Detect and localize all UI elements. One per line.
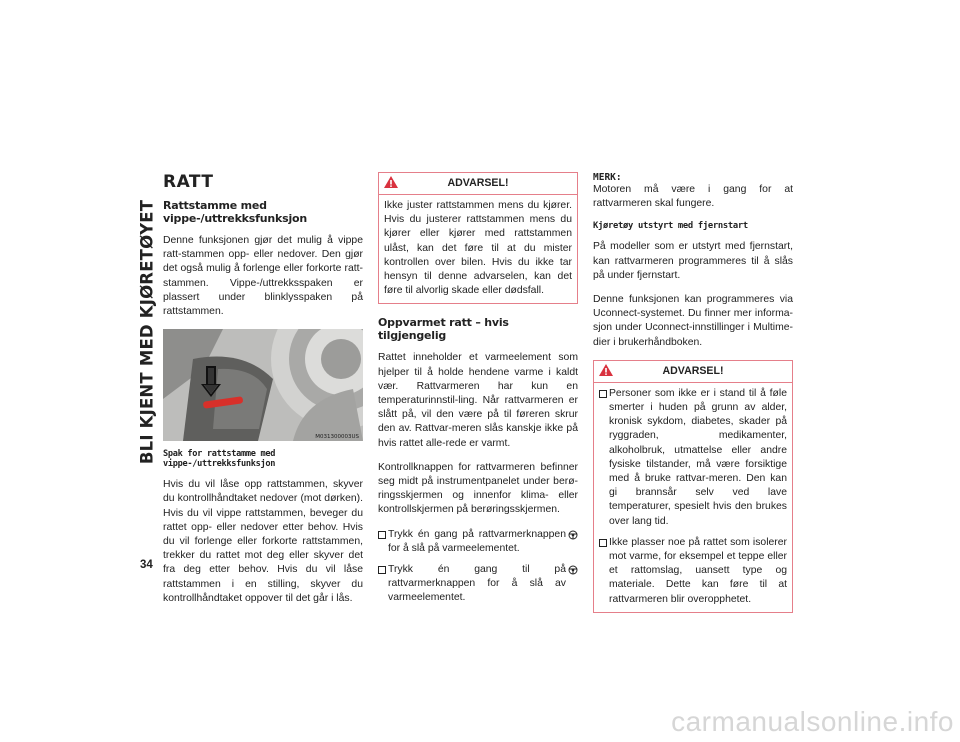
bullet-square-icon: [378, 531, 386, 539]
warning-box: [593, 360, 793, 613]
uconnect-paragraph: Denne funksjonen kan programmeres via Uconnect-systemet. Du finner mer informa-sjon under Uconnect-innstillinger i Multime-dier i brukerhåndboken.: [593, 294, 793, 348]
watermark: carmanualsonline.info: [671, 706, 954, 737]
column-1: [163, 172, 363, 616]
warning-header: [594, 361, 792, 383]
note-label: MERK:: [593, 172, 622, 183]
bullet-square-icon: [378, 566, 386, 574]
warning-text: Ikke juster rattstammen mens du kjører. Hvis du justerer rattstammen mens du kjører eller kjører med rattstammen ulåst, kan det føre til at du mister kontrollen over bilen. Hvis du ikke tar hensyn til denne advarselen, kan det føre til alvorlig skade eller dødsfall.: [384, 200, 572, 297]
warning-title: ADVARSEL!: [447, 177, 509, 189]
tilt-intro-paragraph: Denne funksjonen gjør det mulig å vippe ratt-stammen opp- eller nedover. Den gjør det også mulig å forlenge eller forkorte ratt-stammen. Vippe-/uttrekksspaken er plassert under blinklysspaken på rattstammen.: [163, 235, 363, 318]
warning-header: [379, 173, 577, 195]
image-code: M031300003US: [315, 434, 359, 441]
bullet-square-icon: [599, 539, 607, 547]
bullet-text: Trykk én gang til på rattvarmerknappen for å slå av varmeelementet.: [388, 564, 566, 604]
heated-wheel-paragraph: Rattet inneholder et varmeelement som hjelper til å holde hendene varme i kaldt vær. Rattvarmeren har kun en temperaturinnstil-ling. Når rattvarmeren er slått på, vil den være på til føreren skrur den av. Rattvar-meren slås kanskje ikke på hvis rattet alle-rede er varmt.: [378, 352, 578, 449]
photo-caption: Spak for rattstamme med vippe-/uttrekksfunksjon: [163, 449, 276, 470]
list-item: [378, 563, 578, 606]
heated-steering-wheel-icon: [568, 530, 578, 540]
warning-box: [378, 172, 578, 304]
heated-wheel-subheading: Oppvarmet ratt – hvis tilgjengelig: [378, 316, 509, 343]
remote-start-paragraph: På modeller som er utstyrt med fjernstart, kan rattvarmeren programmeres til å slås på under fjernstart.: [593, 241, 793, 281]
control-button-paragraph: Kontrollknappen for rattvarmeren befinner seg midt på instrumentpanelet under berø-ringsskjermen og innenfor klima- eller kontrollskjermen på berøringsskjermen.: [378, 461, 578, 516]
warning-bullet-text: Personer som ikke er i stand til å føle smerter i huden på grunn av alder, kronisk sykdom, diabetes, skader på ryggraden, medikamenter, alkoholbruk, utmattelse eller andre fysiske tilstander, må være forsiktige med å bruke rattvar-meren. Den kan gi brannsår selv ved lave temperaturer, spesielt hvis den brukes over lang tid.: [609, 387, 787, 527]
lever-illustration: [163, 329, 363, 441]
heated-steering-wheel-icon: [568, 565, 578, 575]
bullet-text: Trykk én gang på rattvarmerknappen for å slå på varmeelementet.: [388, 528, 566, 554]
list-item: [378, 528, 578, 556]
page-heading: RATT: [163, 172, 214, 192]
note-text: Motoren må være i gang for at rattvarmeren skal fungere.: [593, 184, 793, 210]
side-tab: [134, 160, 160, 505]
warning-bullet-text: Ikke plasser noe på rattet som isolerer mot varme, for eksempel et teppe eller et rattomslag, uansett type og materiale. Dette kan føre til at rattvarmeren blir overopphetet.: [609, 536, 787, 605]
page-number: 34: [140, 559, 153, 571]
bullet-square-icon: [599, 390, 607, 398]
remote-start-subheading: Kjøretøy utstyrt med fjernstart: [593, 221, 748, 232]
tilt-instructions-paragraph: Hvis du vil låse opp rattstammen, skyver du kontrollhåndtaket nedover (mot dørken). Hvis du vil vippe rattstammen, beveger du rattet opp- eller nedover etter behov. Hvis du vil forlenge eller forkorte rattstammen, trekker du rattet mot deg eller skyver det fra deg etter behov. Hvis du vil låse rattstammen i en stilling, skyver du kontrollhåndtaket oppover til det går i lås.: [163, 479, 363, 604]
list-item: [599, 387, 787, 529]
tilt-subheading: Rattstamme med vippe-/uttrekksfunksjon: [163, 199, 308, 225]
column-3: [593, 172, 793, 613]
list-item: [599, 536, 787, 607]
warning-title: ADVARSEL!: [662, 364, 724, 377]
section-title: BLI KJENT MED KJØRETØYET: [137, 199, 157, 465]
lever-photo: [163, 329, 363, 441]
column-2: [378, 172, 578, 613]
